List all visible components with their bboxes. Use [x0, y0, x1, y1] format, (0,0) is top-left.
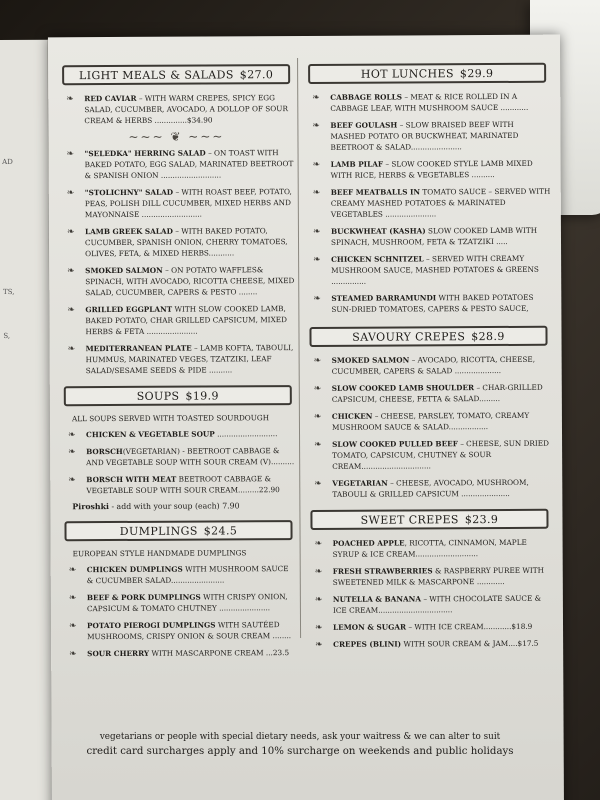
menu-item-name: MEDITERRANEAN PLATE	[85, 343, 192, 354]
leaf-icon: ❧	[312, 226, 321, 237]
menu-item-name: SOUR CHERRY	[87, 648, 150, 659]
piroshki-text: - add with your soup (each) 7.90	[108, 501, 240, 512]
menu-item	[306, 477, 552, 500]
leaf-icon: ❧	[313, 293, 321, 304]
menu-item-name: FRESH STRAWBERRIES	[332, 566, 433, 576]
menu-item-description: – CHAR-GRILLED CAPSICUM, CHEESE, FETTA & SALAD.........	[331, 382, 543, 404]
menu-item	[58, 92, 294, 126]
column-divider	[297, 58, 301, 638]
ornament-divider: ~~~ ❦ ~~~	[128, 129, 225, 144]
menu-item-name: CHICKEN & VEGETABLE SOUP	[85, 429, 215, 440]
menu-item-description: – SLOW COOKED STYLE LAMB MIXED WITH RICE, HERBS & VEGETABLES ..........	[330, 158, 533, 180]
leaf-icon: ❧	[312, 159, 321, 170]
menu-item-description: – WITH WARM CREPES, SPICY EGG SALAD, CUCUMBER, AVOCADO, A DOLLOP OF SOUR CREAM & HERBS ..............	[84, 93, 288, 126]
savoury-crepes-list	[306, 354, 553, 500]
menu-item	[59, 147, 295, 181]
menu-item-name: LAMB GREEK SALAD	[84, 226, 173, 237]
menu-item	[306, 382, 552, 405]
leaf-icon: ❧	[314, 478, 322, 489]
menu-item	[59, 264, 295, 298]
leaf-icon: ❧	[315, 639, 323, 650]
menu-item-name: GRILLED EGGPLANT	[85, 304, 173, 315]
menu-item-description: WITH BAKED POTATOES SUN-DRIED TOMATOES, CAPERS & PESTO SAUCE,	[331, 292, 534, 314]
leaf-icon: ❧	[68, 621, 77, 632]
menu-item-name: "SELEDKA" HERRING SALAD	[84, 148, 206, 159]
menu-item-name: CREPES (BLINI)	[333, 639, 402, 649]
previous-page-edge	[0, 40, 54, 800]
menu-item-description: – ON POTATO WAFFLES& SPINACH, WITH AVOCADO, RICOTTA CHEESE, MIXED SALAD, CUCUMBER, CAPERS & PESTO ........	[85, 265, 295, 298]
section-price: $28.9	[471, 329, 505, 344]
menu-item	[305, 186, 551, 220]
leaf-icon: ❧	[314, 538, 323, 549]
menu-item	[305, 253, 551, 287]
menu-item-description: , RICOTTA, CINNAMON, MAPLE SYRUP & ICE CREAM...........................	[332, 537, 527, 559]
menu-item-name: CABBAGE ROLLS	[330, 92, 403, 102]
menu-item-description: & RASPBERRY PUREE WITH SWEETENED MILK & MASCARPONE ............	[332, 565, 545, 587]
menu-item-description: ..........................	[214, 429, 278, 439]
menu-item-price: 23.5	[272, 648, 290, 658]
leaf-icon: ❧	[68, 447, 76, 458]
soups-note: ALL SOUPS SERVED WITH TOASTED SOURDOUGH	[71, 413, 270, 424]
section-price: $29.9	[459, 67, 494, 81]
menu-item-price: $34.90	[186, 115, 213, 125]
menu-item-description: – AVOCADO, RICOTTA, CHEESE, CUCUMBER, CAPERS & SALAD ....................	[331, 354, 536, 376]
left-column	[58, 64, 297, 665]
leaf-icon: ❧	[313, 254, 321, 265]
leaf-icon: ❧	[314, 566, 323, 577]
menu-item-name: BUCKWHEAT (KASHA)	[330, 226, 426, 236]
menu-item	[60, 428, 296, 440]
menu-item-description: WITH SAUTÉED MUSHROOMS, CRISPY ONION & SOUR CREAM ........	[87, 620, 292, 642]
menu-item	[305, 158, 551, 181]
menu-item-description: – WITH BAKED POTATO, CUCUMBER, SPANISH ONION, CHERRY TOMATOES, OLIVES, FETA, & MIXED HERBS...........	[84, 226, 288, 259]
menu-item-description: – CHEESE, PARSLEY, TOMATO, CREAMY MUSHROOM SAUCE & SALAD.................	[331, 410, 530, 432]
menu-item	[307, 621, 553, 633]
menu-item	[306, 354, 552, 377]
menu-item	[59, 186, 295, 220]
hot-lunches-list	[304, 91, 551, 315]
section-title: SAVOURY CREPES	[352, 330, 466, 344]
dumplings-list	[61, 563, 297, 659]
leaf-icon: ❧	[315, 622, 323, 633]
piroshki-name: Piroshki	[72, 502, 109, 512]
menu-item-description: BEETROOT CABBAGE & VEGETABLE SOUP WITH SOUR CREAM.........	[86, 474, 271, 496]
menu-item	[307, 565, 553, 588]
menu-item	[304, 119, 550, 153]
menu-item-description: – SERVED WITH CREAMY MUSHROOM SAUCE, MASHED POTATOES & GREENS ...............	[331, 253, 539, 286]
menu-item	[306, 438, 552, 472]
leaf-icon: ❧	[66, 94, 74, 105]
menu-item-name: SMOKED SALMON	[331, 355, 410, 365]
menu-item-description: WITH SLOW COOKED LAMB, BAKED POTATO, CHAR GRILLED CAPSICUM, MIXED HERBS & FETA ......................	[85, 304, 287, 337]
menu-item-name: POACHED APPLE	[332, 538, 405, 548]
menu-item-name: BEEF GOULASH	[330, 120, 398, 130]
leaf-icon: ❧	[314, 439, 322, 450]
section-header-dumplings	[64, 520, 292, 541]
section-title: SWEET CREPES	[360, 513, 459, 527]
menu-item-name: NUTELLA & BANANA	[332, 594, 422, 604]
leaf-icon: ❧	[312, 120, 320, 131]
menu-item	[61, 591, 297, 614]
menu-item-name: STEAMED BARRAMUNDI	[331, 293, 437, 303]
sweet-crepes-list	[307, 537, 554, 650]
page-fragment: TS,	[3, 287, 15, 297]
menu-item-name: BEEF MEATBALLS IN	[330, 187, 421, 197]
menu-item-description: (VEGETARIAN) - BEETROOT CABBAGE & AND VEGETABLE SOUP WITH SOUR CREAM (V)..........	[86, 446, 295, 468]
leaf-icon: ❧	[67, 266, 75, 277]
leaf-icon: ❧	[66, 149, 75, 160]
menu-item-description: – CHEESE, SUN DRIED TOMATO, CAPSICUM, CHUTNEY & SOUR CREAM..............................	[332, 438, 549, 471]
section-header-light-meals	[62, 64, 290, 85]
menu-item-name: POTATO PIEROGI DUMPLINGS	[86, 620, 216, 631]
section-title: SOUPS	[136, 389, 180, 403]
menu-item	[307, 537, 553, 560]
menu-item-description: – MEAT & RICE ROLLED IN A CABBAGE LEAF, WITH MUSHROOM SAUCE ............	[330, 91, 529, 113]
section-title: HOT LUNCHES	[360, 67, 454, 81]
menu-item-description: – WITH ICE CREAM............	[406, 621, 512, 632]
menu-item-description: – ON TOAST WITH BAKED POTATO, EGG SALAD, MARINATED BEETROOT & SPANISH ONION ..........................	[84, 148, 294, 181]
menu-item	[60, 445, 296, 468]
menu-item-name: CHICKEN	[331, 411, 373, 421]
section-price: $27.0	[239, 68, 274, 82]
menu-item	[59, 303, 295, 337]
menu-item-description: WITH MASCARPONE CREAM ...	[149, 648, 273, 658]
menu-item-description: SLOW COOKED LAMB WITH SPINACH, MUSHROOM, FETA & TZATZIKI .....	[330, 225, 538, 247]
menu-item-description: – WITH ROAST BEEF, POTATO, PEAS, POLISH DILL CUCUMBER, MIXED HERBS AND MAYONNAISE ..........................	[84, 187, 292, 220]
menu-item-name: BORSCH WITH MEAT	[86, 474, 177, 485]
leaf-icon: ❧	[68, 475, 76, 486]
menu-item-price: $18.9	[511, 621, 533, 631]
menu-item	[304, 91, 550, 114]
section-header-soups	[64, 385, 292, 406]
menu-item-name: CHICKEN SCHNITZEL	[331, 254, 424, 264]
menu-item-name: BORSCH	[86, 446, 123, 457]
leaf-icon: ❧	[68, 565, 77, 576]
menu-item-name: RED CAVIAR	[84, 93, 137, 104]
menu-item	[61, 647, 297, 659]
menu-item	[307, 638, 553, 650]
menu-item-name: SMOKED SALMON	[85, 265, 163, 276]
menu-item	[307, 593, 553, 616]
menu-item-name: CHICKEN DUMPLINGS	[86, 564, 183, 575]
menu-item	[305, 292, 551, 315]
section-price: $19.9	[185, 389, 219, 403]
menu-item	[60, 473, 296, 496]
menu-item	[61, 563, 297, 586]
menu-item-description: – CHEESE, AVOCADO, MUSHROOM, TABOULI & GRILLED CAPSICUM .....................	[332, 477, 529, 499]
menu-page	[48, 35, 564, 800]
soups-list	[60, 428, 296, 496]
leaf-icon: ❧	[67, 344, 76, 355]
section-header-hot-lunches	[308, 63, 546, 84]
menu-item-price: $17.5	[517, 638, 539, 648]
menu-item	[60, 342, 296, 376]
menu-item-price: 22.90	[258, 485, 280, 495]
menu-item-name: BEEF & PORK DUMPLINGS	[86, 592, 201, 603]
leaf-icon: ❧	[312, 187, 321, 198]
leaf-icon: ❧	[66, 227, 75, 238]
menu-item-name: LAMB PILAF	[330, 159, 384, 169]
section-price: $24.5	[203, 524, 238, 538]
menu-item-name: SLOW COOKED LAMB SHOULDER	[331, 383, 475, 393]
menu-item-description: – LAMB KOFTA, TABOULI, HUMMUS, MARINATED VEGES, TZATZIKI, LEAF SALAD/SESAME SEEDS & PIDE ..........	[85, 343, 294, 376]
menu-item-name: "STOLICHNY" SALAD	[84, 187, 174, 198]
leaf-icon: ❧	[67, 305, 75, 316]
page-fragment: AD	[2, 157, 13, 167]
section-header-sweet-crepes	[310, 509, 548, 530]
dumplings-note: EUROPEAN STYLE HANDMADE DUMPLINGS	[72, 548, 247, 559]
leaf-icon: ❧	[313, 411, 322, 422]
leaf-icon: ❧	[69, 649, 77, 660]
section-price: $23.9	[464, 512, 499, 527]
menu-item-description: WITH MUSHROOM SAUCE & CUCUMBER SALAD.......................	[86, 564, 289, 586]
leaf-icon: ❧	[313, 383, 322, 394]
section-title: DUMPLINGS	[119, 524, 198, 538]
menu-item-name: VEGETARIAN	[332, 478, 388, 488]
menu-item	[305, 225, 551, 248]
leaf-icon: ❧	[67, 430, 76, 441]
leaf-icon: ❧	[68, 593, 77, 604]
menu-item-description: – SLOW BRAISED BEEF WITH MASHED POTATO OR BUCKWHEAT, MARINATED BEETROOT & SALAD......................	[330, 119, 519, 152]
footer-dietary-note: vegetarians or people with special dietary needs, ask your waitress & we can alter to suit	[99, 732, 501, 742]
footer-surcharge-note: credit card surcharges apply and 10% surcharge on weekends and public holidays	[86, 746, 514, 757]
section-title: LIGHT MEALS & SALADS	[78, 68, 234, 83]
menu-item	[59, 225, 295, 259]
menu-item-description: WITH CRISPY ONION, CAPSICUM & TOMATO CHUTNEY ......................	[86, 592, 288, 614]
menu-item	[306, 410, 552, 433]
menu-item-name: LEMON & SUGAR	[333, 622, 407, 632]
menu-item-description: TOMATO SAUCE – SERVED WITH CREAMY MASHED POTATOES & MARINATED VEGETABLES ......................	[330, 186, 551, 219]
menu-item	[61, 619, 297, 642]
menu-item-description: – WITH CHOCOLATE SAUCE & ICE CREAM................................	[332, 593, 542, 615]
menu-item-name: SLOW COOKED PULLED BEEF	[332, 439, 458, 449]
leaf-icon: ❧	[314, 594, 323, 605]
piroshki-line	[60, 501, 296, 511]
menu-item-description: WITH SOUR CREAM & JAM....	[401, 638, 518, 649]
section-header-savoury-crepes	[309, 326, 547, 347]
page-fragment: S,	[3, 331, 11, 341]
leaf-icon: ❧	[312, 92, 320, 103]
right-column	[304, 63, 553, 656]
leaf-icon: ❧	[66, 188, 75, 199]
leaf-icon: ❧	[313, 355, 322, 366]
light-meals-list	[58, 92, 295, 376]
